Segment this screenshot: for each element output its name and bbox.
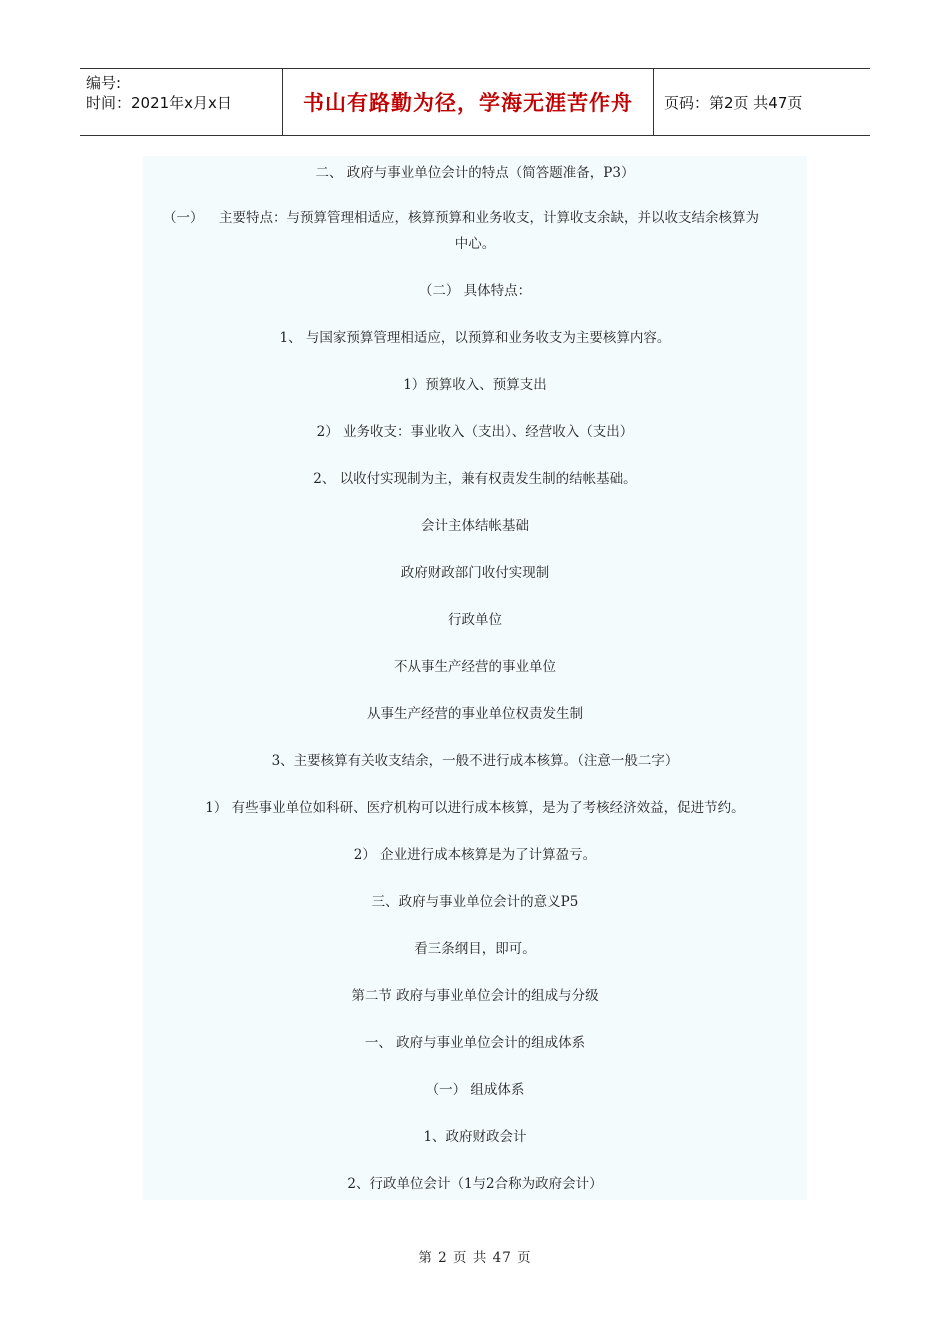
section-heading: 一、 政府与事业单位会计的组成体系 (364, 1035, 586, 1051)
list-item: 2、 以收付实现制为主，兼有权责发生制的结帐基础。 (313, 471, 637, 487)
subsection-heading: （一） 组成体系 (425, 1082, 525, 1098)
list-item: 2、行政单位会计（1与2合称为政府会计） (347, 1176, 603, 1192)
document-body (143, 156, 807, 1200)
subsection-heading: （二） 具体特点： (418, 283, 532, 299)
main-feature-text: 主要特点：与预算管理相适应，核算预算和业务收支，计算收支余缺，并以收支结余核算为 (219, 210, 759, 226)
text-line: 会计主体结帐基础 (421, 518, 529, 534)
chapter-heading: 第二节 政府与事业单位会计的组成与分级 (351, 988, 599, 1004)
section-heading: 二、 政府与事业单位会计的特点（简答题准备，P3） (315, 165, 635, 181)
list-item: 3、主要核算有关收支结余，一般不进行成本核算。（注意一般二字） (271, 753, 679, 769)
header-motto: 书山有路勤为径，学海无涯苦作舟 (282, 69, 654, 135)
list-item: 1） 有些事业单位如科研、医疗机构可以进行成本核算，是为了考核经济效益，促进节约。 (205, 800, 745, 816)
text-line: 不从事生产经营的事业单位 (394, 659, 556, 675)
list-item: 1、政府财政会计 (423, 1129, 527, 1145)
section-heading: 三、政府与事业单位会计的意义P5 (371, 894, 579, 910)
main-feature-number: （一） (163, 210, 204, 226)
list-item: 2） 业务收支：事业收入（支出）、经营收入（支出） (316, 424, 634, 440)
text-line: 政府财政部门收付实现制 (400, 565, 550, 581)
main-feature-paragraph (163, 205, 807, 257)
list-item: 1、 与国家预算管理相适应，以预算和业务收支为主要核算内容。 (279, 330, 671, 346)
header-page-info: 页码：第2页 共47页 (664, 93, 803, 112)
text-line: 行政单位 (448, 612, 502, 628)
document-date: 时间：2021年x月x日 (86, 94, 232, 112)
list-item: 1）预算收入、预算支出 (403, 377, 547, 393)
header-meta (80, 69, 282, 135)
text-line: 看三条纲目，即可。 (414, 941, 536, 957)
page-header (80, 68, 870, 136)
document-number-label: 编号: (86, 74, 122, 92)
main-feature-text-continued: 中心。 (454, 236, 496, 252)
list-item: 2） 企业进行成本核算是为了计算盈亏。 (353, 847, 597, 863)
text-line: 从事生产经营的事业单位权责发生制 (367, 706, 583, 722)
page-footer: 第 2 页 共 47 页 (418, 1250, 532, 1266)
